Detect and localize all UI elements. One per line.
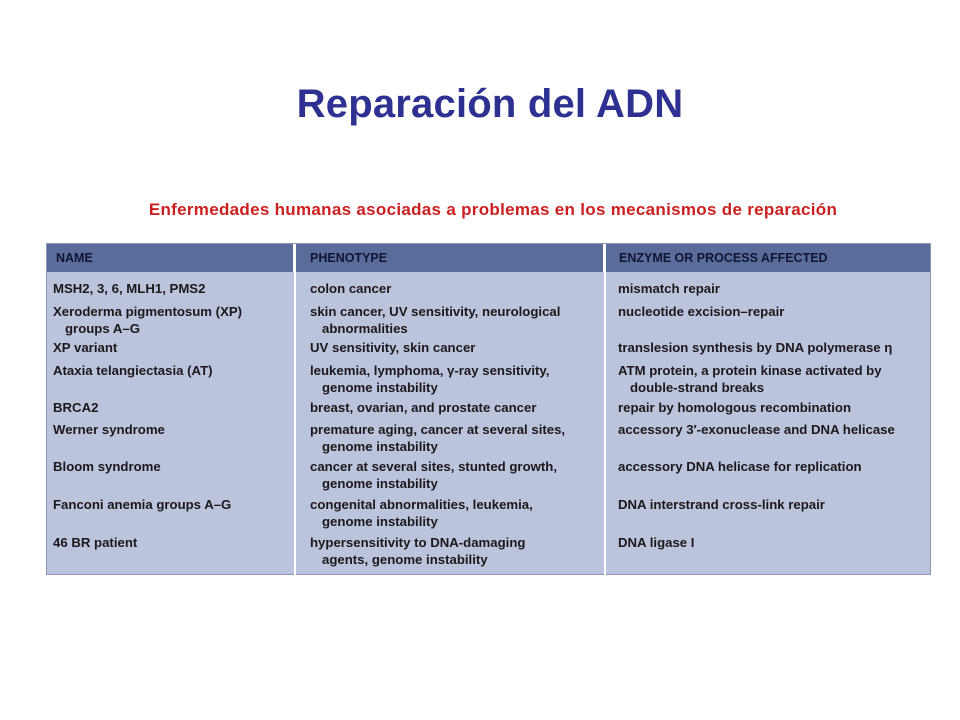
cell-phenotype (310, 399, 536, 416)
cell-line: congenital abnormalities, leukemia, (310, 497, 533, 512)
header-divider (293, 244, 296, 272)
cell-line: genome instability (322, 439, 438, 454)
cell-enzyme (618, 458, 862, 475)
cell-line: translesion synthesis by DNA polymerase η (618, 340, 893, 355)
cell-line: agents, genome instability (322, 552, 488, 567)
cell-line: Werner syndrome (53, 422, 165, 437)
cell-line: UV sensitivity, skin cancer (310, 340, 476, 355)
cell-phenotype (310, 280, 391, 297)
cell-enzyme (618, 362, 882, 396)
slide-subtitle: Enfermedades humanas asociadas a problemas en los mecanismos de reparación (148, 200, 838, 219)
cell-line: mismatch repair (618, 281, 720, 296)
cell-line: Fanconi anemia groups A–G (53, 497, 232, 512)
cell-line: double-strand breaks (630, 380, 765, 395)
cell-line: XP variant (53, 340, 118, 355)
table-header (47, 244, 930, 272)
cell-phenotype (310, 421, 565, 455)
cell-line: Ataxia telangiectasia (AT) (53, 363, 213, 378)
cell-line: DNA ligase I (618, 535, 695, 550)
cell-name (53, 399, 98, 416)
cell-line: abnormalities (322, 321, 408, 336)
cell-name (53, 339, 117, 356)
cell-enzyme (618, 303, 784, 320)
cell-line: breast, ovarian, and prostate cancer (310, 400, 537, 415)
cell-line: hypersensitivity to DNA-damaging (310, 535, 526, 550)
cell-enzyme (618, 280, 720, 297)
cell-line: Bloom syndrome (53, 459, 161, 474)
cell-line: genome instability (322, 514, 438, 529)
cell-enzyme (618, 421, 895, 438)
cell-line: genome instability (322, 380, 438, 395)
cell-phenotype (310, 303, 560, 337)
cell-line: leukemia, lymphoma, γ-ray sensitivity, (310, 363, 550, 378)
header-phenotype: PHENOTYPE (310, 251, 388, 265)
cell-phenotype (310, 534, 525, 568)
cell-line: nucleotide excision–repair (618, 304, 785, 319)
cell-line: 46 BR patient (53, 535, 138, 550)
cell-line: cancer at several sites, stunted growth, (310, 459, 557, 474)
cell-name (53, 362, 213, 379)
cell-phenotype (310, 458, 557, 492)
cell-phenotype (310, 496, 533, 530)
cell-name (53, 496, 231, 513)
cell-line: Xeroderma pigmentosum (XP) (53, 304, 243, 319)
cell-enzyme (618, 496, 825, 513)
cell-enzyme (618, 399, 851, 416)
header-enzyme: ENZYME OR PROCESS AFFECTED (619, 251, 828, 265)
cell-line: repair by homologous recombination (618, 400, 852, 415)
header-divider (603, 244, 606, 272)
column-divider (604, 272, 606, 575)
cell-line: premature aging, cancer at several sites, (310, 422, 566, 437)
cell-line: BRCA2 (53, 400, 99, 415)
cell-line: accessory 3′-exonuclease and DNA helicase (618, 422, 895, 437)
cell-phenotype (310, 362, 549, 396)
cell-line: MSH2, 3, 6, MLH1, PMS2 (53, 281, 206, 296)
cell-name (53, 534, 137, 551)
cell-line: groups A–G (65, 321, 140, 336)
cell-enzyme (618, 534, 694, 551)
cell-line: skin cancer, UV sensitivity, neurological (310, 304, 561, 319)
column-divider (294, 272, 296, 575)
cell-name (53, 280, 205, 297)
cell-line: accessory DNA helicase for replication (618, 459, 862, 474)
header-name: NAME (56, 251, 93, 265)
cell-enzyme (618, 339, 892, 356)
slide-title: Reparación del ADN (296, 82, 684, 126)
cell-line: ATM protein, a protein kinase activated by (618, 363, 882, 378)
cell-phenotype (310, 339, 475, 356)
repair-diseases-table (46, 243, 931, 575)
cell-line: colon cancer (310, 281, 392, 296)
cell-line: genome instability (322, 476, 438, 491)
cell-name (53, 421, 165, 438)
cell-name (53, 303, 242, 337)
cell-name (53, 458, 161, 475)
cell-line: DNA interstrand cross-link repair (618, 497, 825, 512)
